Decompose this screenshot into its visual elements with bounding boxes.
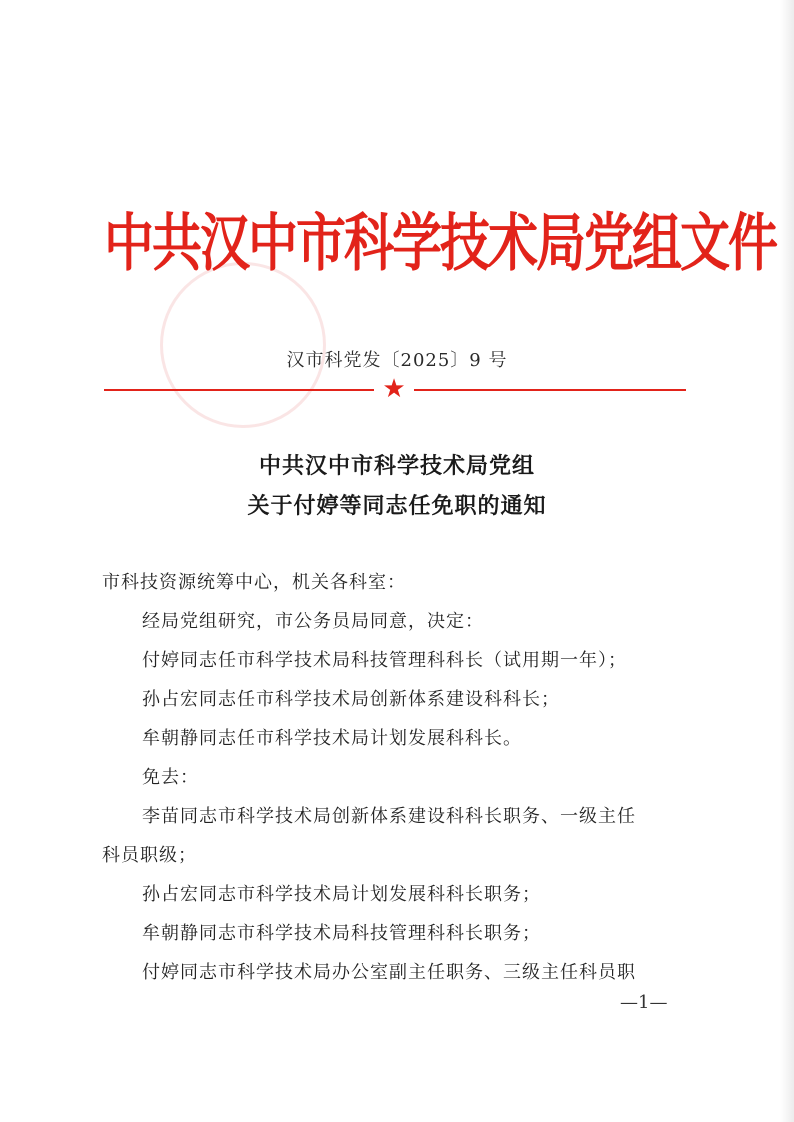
salutation: 市科技资源统筹中心，机关各科室： (102, 572, 406, 593)
red-rule-right (414, 389, 686, 391)
paragraph-remove-1b: 科员职级； (102, 845, 197, 866)
paragraph-remove-3: 牟朝静同志市科学技术局科技管理科科长职务； (142, 923, 541, 944)
paragraph-remove-heading: 免去： (142, 767, 199, 788)
paragraph-appoint-2: 孙占宏同志任市科学技术局创新体系建设科科长； (142, 689, 560, 710)
red-rule-left (104, 389, 374, 391)
document-number: 汉市科党发〔2025〕9 号 (286, 350, 508, 371)
notice-title-line-2: 关于付婷等同志任免职的通知 (247, 494, 547, 519)
document-masthead: 中共汉中市科学技术局党组文件 (104, 205, 776, 280)
paragraph-remove-2: 孙占宏同志市科学技术局计划发展科科长职务； (142, 884, 541, 905)
paragraph-remove-1a: 李苗同志市科学技术局创新体系建设科科长职务、一级主任 (142, 806, 636, 827)
paragraph-decision: 经局党组研究，市公务员局同意，决定： (142, 611, 484, 632)
page-number: —1— (620, 992, 668, 1013)
star-icon: ★ (382, 374, 406, 404)
scan-edge (780, 0, 794, 1122)
paragraph-appoint-3: 牟朝静同志任市科学技术局计划发展科科长。 (142, 728, 522, 749)
notice-title-line-1: 中共汉中市科学技术局党组 (258, 454, 535, 479)
paragraph-appoint-1: 付婷同志任市科学技术局科技管理科科长（试用期一年）； (142, 650, 627, 671)
paragraph-remove-4: 付婷同志市科学技术局办公室副主任职务、三级主任科员职 (142, 962, 636, 983)
